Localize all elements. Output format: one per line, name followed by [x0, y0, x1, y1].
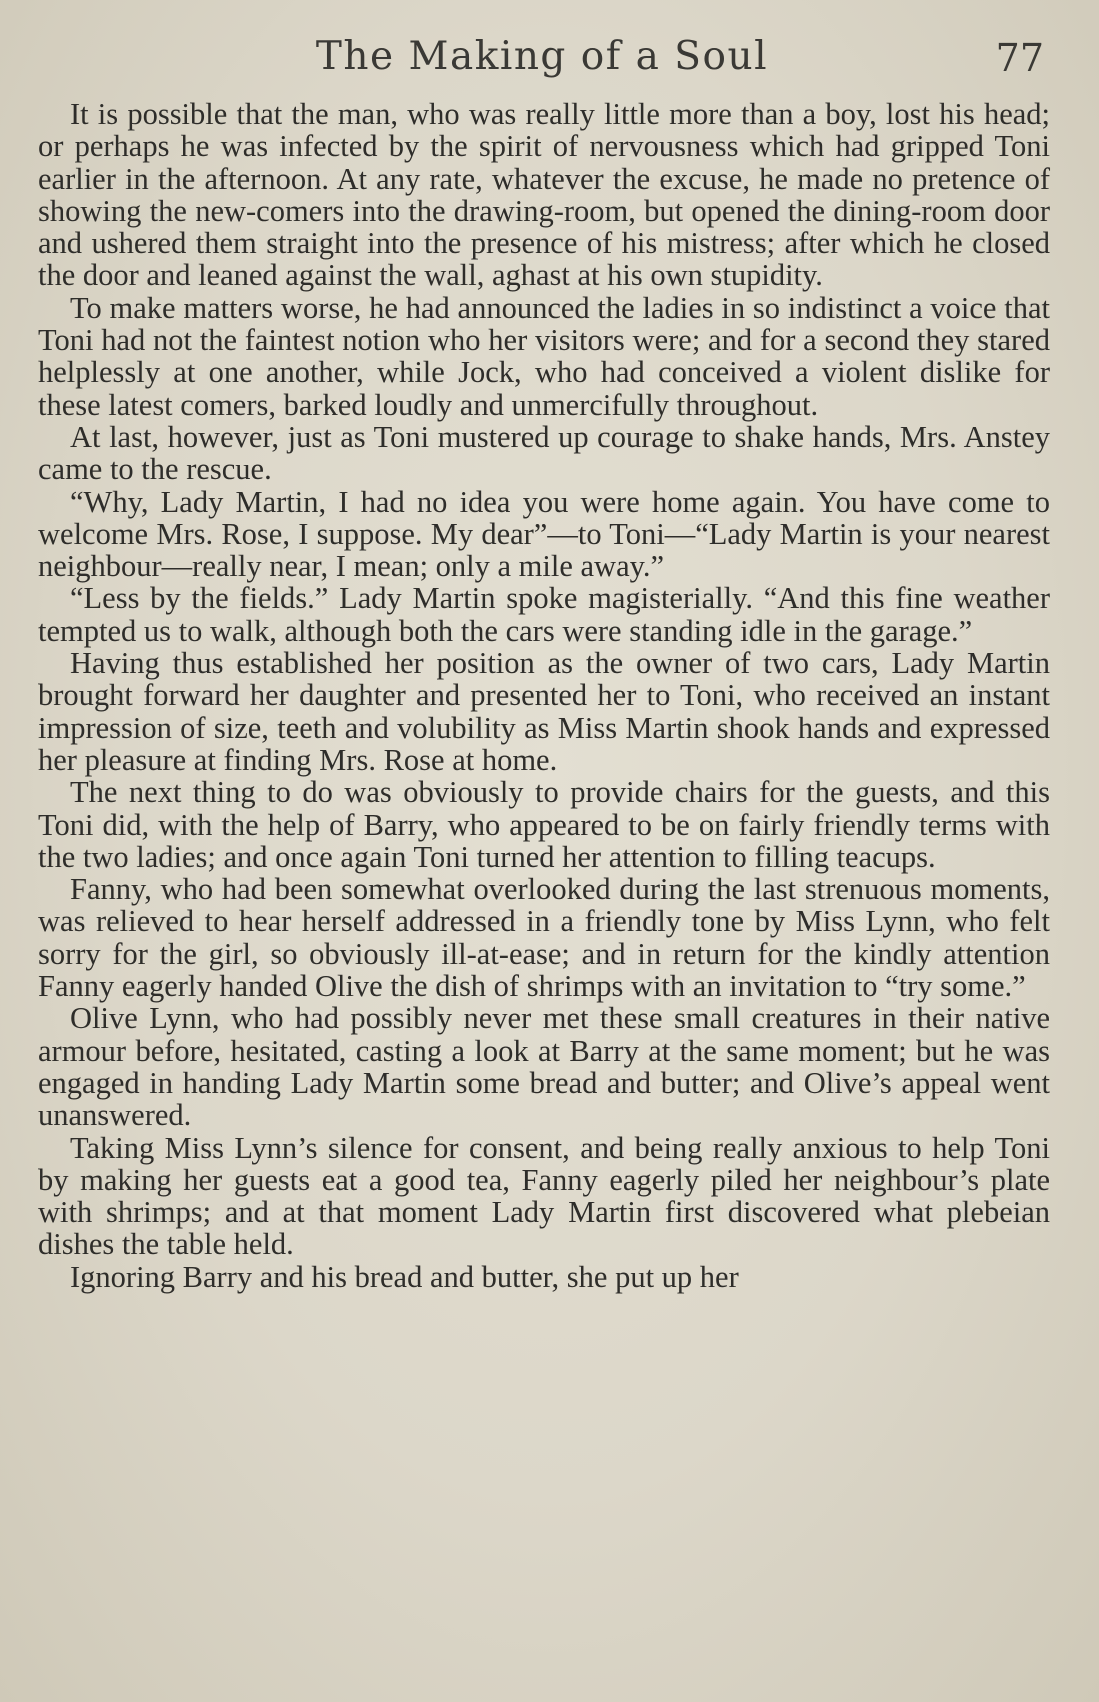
- paragraph: Olive Lynn, who had possibly never met these small creatures in their native armour before, hesitated, casting a look at Barry at the same moment; but he was engaged in handing Lady Martin some bread and butter; and Olive’s appeal went unanswered.: [38, 1001, 1050, 1133]
- paragraph: Taking Miss Lynn’s silence for consent, and being really anxious to help Toni by making her guests eat a good tea, Fanny eagerly piled her neighbour’s plate with shrimps; and at that moment Lady Martin first discovered what plebeian dishes the table held.: [38, 1130, 1050, 1262]
- paragraph: At last, however, just as Toni mustered up courage to shake hands, Mrs. Anstey came to the rescue.: [38, 419, 1050, 487]
- paragraph: Ignoring Barry and his bread and butter, she put up her: [70, 1259, 739, 1294]
- page-number: 77: [995, 36, 1044, 80]
- body-text: [38, 98, 1050, 1293]
- paragraph: Fanny, who had been somewhat overlooked during the last strenuous moments, was relieved to hear herself addressed in a friendly tone by Miss Lynn, who felt sorry for the girl, so obviously ill-at-ease; and in return for the kindly attention Fanny eagerly handed Olive the dish of shrimps with an invitation to “try some.”: [38, 872, 1050, 1004]
- page-header: [40, 34, 1044, 90]
- paragraph: Having thus established her position as the owner of two cars, Lady Martin brought forward her daughter and presented her to Toni, who received an instant impression of size, teeth and volubility as Miss Martin shook hands and expressed her pleasure at finding Mrs. Rose at home.: [38, 646, 1050, 777]
- paragraph: “Less by the fields.” Lady Martin spoke magisterially. “And this fine weather tempted us to walk, although both the cars were standing idle in the garage.”: [38, 581, 1050, 648]
- paragraph: “Why, Lady Martin, I had no idea you were home again. You have come to welcome Mrs. Rose, I suppose. My dear”—to Toni—“Lady Martin is your nearest neighbour—really near, I mean; only a mile away.”: [38, 484, 1050, 584]
- paragraph: It is possible that the man, who was really little more than a boy, lost his head; or perhaps he was infected by the spirit of nervousness which had gripped Toni earlier in the afternoon. At any rate, whatever the excuse, he made no pretence of showing the new-comers into the drawing-room, but opened the dining-room door and ushered them straight into the presence of his mistress; after which he closed the door and leaned against the wall, aghast at his own stupidity.: [38, 97, 1050, 293]
- paragraph: To make matters worse, he had announced the ladies in so indistinct a voice that Toni had not the faintest notion who her visitors were; and for a second they stared helplessly at one another, while Jock, who had conceived a violent dislike for these latest comers, barked loudly and unmercifully throughout.: [38, 290, 1050, 422]
- running-title: The Making of a Soul: [315, 34, 769, 79]
- paragraph: The next thing to do was obviously to provide chairs for the guests, and this Toni did, with the help of Barry, who appeared to be on fairly friendly terms with the two ladies; and once again Toni turned her attention to filling teacups.: [38, 775, 1050, 874]
